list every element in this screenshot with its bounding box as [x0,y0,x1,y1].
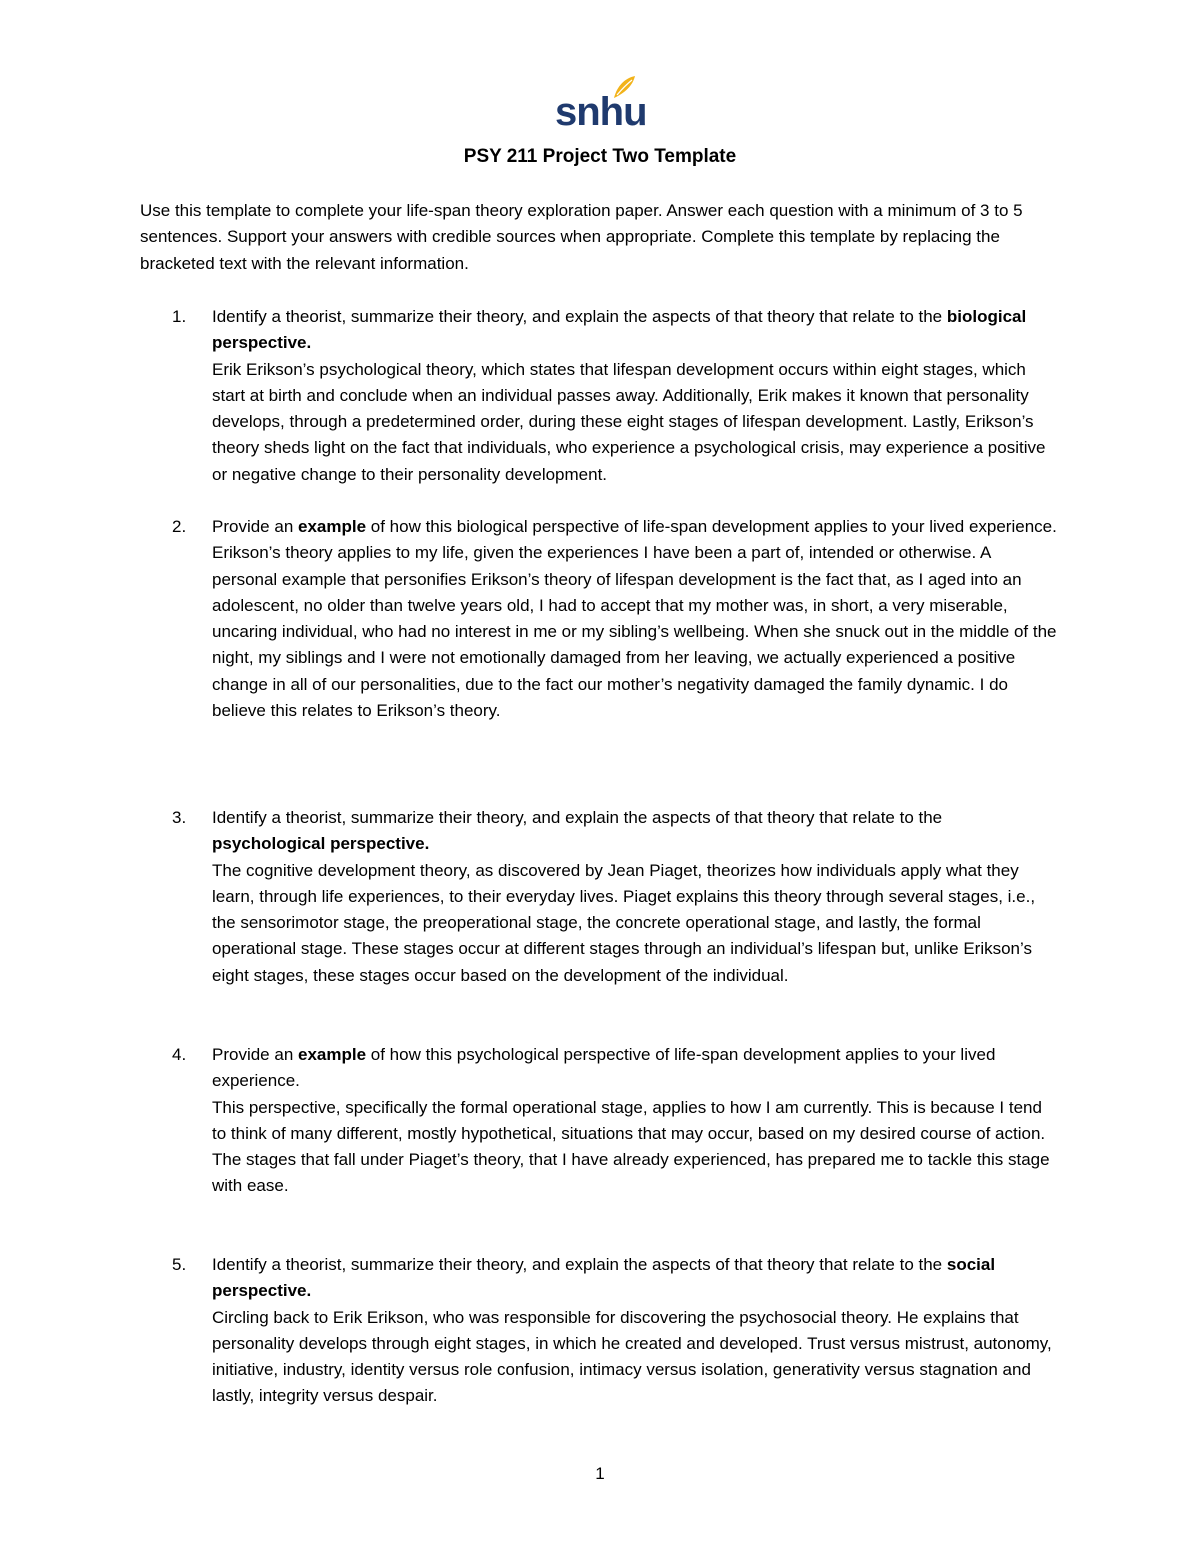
intro-paragraph: Use this template to complete your life-span theory exploration paper. Answer each question with a minimum of 3 to 5 sentences. Support your answers with credible sources when appropriate. Complete this template by replacing the bracketed text with the relevant information. [140,201,1023,273]
list-item [140,805,1060,989]
item-prompt: Provide an example of how this psychological perspective of life-span development applies to your lived experience. [212,1045,996,1091]
item-number: 5. [172,1255,187,1274]
list-item [140,1042,1060,1200]
item-number: 2. [172,517,187,536]
item-answer: Erik Erikson’s psychological theory, which states that lifespan development occurs within eight stages, which start at birth and conclude when an individual passes away. Additionally, Erik makes it known that personality develops, through a predetermined order, during these eight stages of lifespan development. Lastly, Erikson’s theory sheds light on the fact that individuals, who experience a psychological crisis, may experience a positive or negative change to their personality development. [212,359,1046,484]
page-number: 1 [595,1464,605,1483]
item-prompt: Identify a theorist, summarize their theory, and explain the aspects of that theory that relate to the social perspective. [212,1255,996,1301]
item-prompt: Identify a theorist, summarize their theory, and explain the aspects of that theory that relate to the psychological perspective. [212,808,943,854]
item-answer: This perspective, specifically the formal operational stage, applies to how I am currently. This is because I tend to think of many different, mostly hypothetical, situations that may occur, based on my desired course of action. The stages that fall under Piaget’s theory, that I have already experienced, has prepared me to tackle this stage with ease. [212,1097,1050,1196]
item-answer: Erikson’s theory applies to my life, given the experiences I have been a part of, intended or otherwise. A personal example that personifies Erikson’s theory of lifespan development is the fact that, as I aged into an adolescent, no older than twelve years old, I had to accept that my mother was, in short, a very miserable, uncaring individual, who had no interest in me or my sibling’s wellbeing. When she snuck out in the middle of the night, my siblings and I were not emotionally damaged from her leaving, we actually experienced a positive change in all of our personalities, due to the fact our mother’s negativity damaged the family dynamic. I do believe this relates to Erikson’s theory. [212,543,1057,721]
list-item [140,304,1060,488]
item-number: 4. [172,1045,187,1064]
item-number: 3. [172,808,187,827]
logo-text: snhu [555,90,647,134]
item-answer: The cognitive development theory, as discovered by Jean Piaget, theorizes how individuals apply what they learn, through life experiences, to their everyday lives. Piaget explains this theory through several stages, i.e., the sensorimotor stage, the preoperational stage, the concrete operational stage, and lastly, the formal operational stage. These stages occur at different stages through an individual’s lifespan but, unlike Erikson’s eight stages, these stages occur based on the development of the individual. [212,860,1036,985]
item-prompt: Provide an example of how this biological perspective of life-span development applies to your lived experience. [212,517,1057,536]
list-item [140,1252,1060,1410]
page-title: PSY 211 Project Two Template [463,146,737,167]
list-item [140,514,1060,724]
snhu-logo [555,74,647,134]
item-prompt: Identify a theorist, summarize their theory, and explain the aspects of that theory that relate to the biological perspective. [212,307,1027,353]
item-number: 1. [172,307,187,326]
item-answer: Circling back to Erik Erikson, who was responsible for discovering the psychosocial theory. He explains that personality develops through eight stages, in which he created and developed. Trust versus mistrust, autonomy, initiative, industry, identity versus role confusion, intimacy versus isolation, generativity versus stagnation and lastly, integrity versus despair. [212,1307,1052,1406]
